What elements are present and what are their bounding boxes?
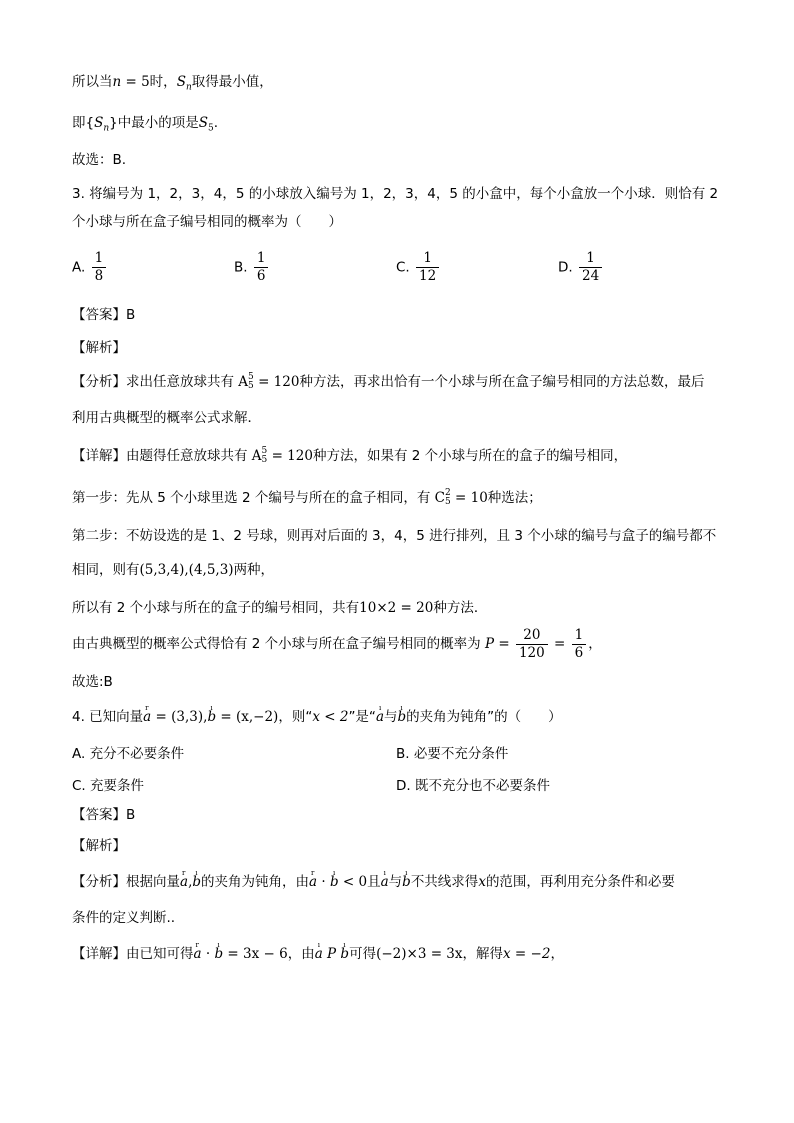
text: 第一步：先从 5 个小球里选 2 个编号与所在的盒子相同，有 — [72, 490, 435, 506]
sub: 5 — [248, 381, 254, 391]
vector-a: ı a — [315, 944, 323, 964]
sup: 2 — [444, 488, 451, 498]
math: , — [188, 874, 193, 890]
numerator: 20 — [523, 626, 541, 643]
fraction — [516, 627, 548, 662]
fraction — [572, 627, 587, 662]
option-label: B. — [396, 746, 410, 762]
analysis-heading: 【解析】 — [72, 838, 126, 854]
math: 10×2 = 20 — [359, 600, 434, 616]
text: 4. 已知向量 — [72, 709, 144, 725]
text: ， — [550, 946, 564, 962]
choose-text: 故选:B — [72, 674, 113, 690]
analysis-heading: 【解析】 — [72, 340, 126, 356]
text: 的夹角为钝角”的（ ） — [406, 709, 562, 725]
vector-b: ı b — [214, 944, 223, 964]
option-d — [396, 774, 550, 794]
denominator: 24 — [579, 267, 602, 285]
option-a — [72, 250, 108, 285]
text: 可得 — [349, 946, 377, 962]
text: 相同，则有 — [72, 562, 140, 578]
numerator: 1 — [423, 250, 432, 266]
numerator: 1 — [256, 250, 266, 266]
answer: 【答案】B — [72, 807, 136, 823]
text: 由古典概型的概率公式得恰有 2 个小球与所在盒子编号相同的概率为 — [72, 636, 485, 652]
text: 【分析】求出任意放球共有 — [72, 374, 239, 390]
option-text: 充分不必要条件 — [89, 746, 185, 762]
analysis-text — [72, 372, 704, 392]
numerator: 1 — [586, 250, 595, 266]
step-text — [72, 598, 487, 618]
text: . — [213, 115, 219, 131]
math-var: S — [176, 74, 186, 90]
text: ，则“ — [278, 709, 313, 725]
math: = 3x − 6 — [223, 946, 288, 962]
text: 取得最小值， — [191, 74, 273, 90]
math-sub: 5 — [207, 123, 214, 134]
vector-a: ı a — [376, 707, 384, 727]
text: ， — [588, 636, 602, 652]
option-text: 必要不充分条件 — [413, 746, 509, 762]
text: 所以有 2 个小球与所在的盒子的编号相同，共有 — [72, 600, 360, 616]
numerator: 1 — [94, 250, 104, 266]
option-label: B. — [234, 259, 248, 276]
math: A — [251, 448, 262, 464]
option-label: C. — [396, 259, 410, 276]
option-b — [396, 742, 508, 762]
math: = (3,3), — [151, 709, 208, 725]
math: · — [317, 874, 330, 890]
text: 种方法，再求出恰有一个小球与所在盒子编号相同的方法总数，最后 — [299, 374, 705, 390]
text: 种方法． — [433, 600, 488, 616]
math: = 120 — [267, 448, 313, 464]
math-var: P — [484, 636, 495, 652]
text: 的范围，再利用充分条件和必要 — [485, 874, 675, 890]
math-var: S — [198, 115, 208, 131]
math: = 120 — [253, 374, 300, 390]
text: ，由 — [287, 946, 315, 962]
text: 的夹角为钝角，由 — [201, 874, 310, 890]
text: 【详解】由题得任意放球共有 — [72, 448, 252, 464]
step-text — [72, 488, 542, 508]
text: 【分析】根据向量 — [72, 874, 180, 890]
denominator: 120 — [516, 644, 548, 662]
option-a — [72, 742, 184, 762]
denominator: 8 — [92, 267, 107, 285]
text: 且 — [367, 874, 381, 890]
detail-text — [72, 944, 564, 964]
question-4-stem — [72, 707, 562, 727]
vector-b: ı b — [340, 944, 349, 964]
text: 所以当 — [72, 74, 113, 90]
math: = (x,−2) — [216, 709, 279, 725]
math: (5,3,4),(4,5,3) — [139, 562, 234, 578]
denominator: 6 — [254, 267, 269, 285]
math: = 5时， — [121, 74, 177, 90]
vector-b: ı b — [192, 872, 201, 892]
fraction — [92, 250, 107, 285]
text: 即{ — [72, 115, 95, 131]
text: 与 — [388, 874, 403, 890]
denominator: 6 — [572, 644, 587, 662]
question-3-stem: 3. 将编号为 1，2，3，4，5 的小球放入编号为 1，2，3，4，5 的小盒中，每个小盒放一个小球．则恰有 2 — [72, 186, 719, 202]
question-3-stem-cont: 个小球与所在盒子编号相同的概率为（ ） — [72, 214, 342, 230]
text: 种方法，如果有 2 个小球与所在的盒子的编号相同， — [312, 448, 628, 464]
option-label: D. — [558, 259, 573, 276]
vector-b: ı b — [207, 707, 216, 727]
numerator: 1 — [574, 626, 584, 643]
option-b — [234, 250, 270, 285]
math-var: S — [94, 115, 104, 131]
detail-text — [72, 446, 627, 466]
text: 【详解】由已知可得 — [72, 946, 194, 962]
text: ，解得 — [462, 946, 504, 962]
option-text: 既不充分也不必要条件 — [414, 778, 550, 794]
math: = — [494, 636, 514, 652]
math-var: x — [478, 874, 486, 890]
math-sub: n — [185, 82, 192, 93]
vector-a: r a — [180, 872, 188, 892]
math: x < 2 — [312, 709, 349, 725]
vector-b: ı b — [330, 872, 339, 892]
sup: 5 — [261, 446, 268, 456]
math: (−2)×3 = 3x — [376, 946, 463, 962]
option-label: C. — [72, 778, 86, 794]
fraction — [254, 250, 269, 285]
text: 与 — [384, 709, 398, 725]
math-sub: n — [103, 123, 110, 134]
fraction — [579, 250, 602, 285]
analysis-text: 利用古典概型的概率公式求解． — [72, 410, 261, 426]
vector-b: ı b — [402, 872, 411, 892]
math-var: n — [112, 74, 122, 90]
text: }中最小的项是 — [109, 115, 199, 131]
text: 种选法； — [487, 490, 542, 506]
text: 两种， — [233, 562, 275, 578]
vector-a: r a — [309, 872, 317, 892]
fraction — [416, 250, 439, 285]
option-c — [72, 774, 144, 794]
step-text: 第二步：不妨设选的是 1、2 号球，则再对后面的 3，4，5 进行排列，且 3 个小球的编号与盒子的编号都不 — [72, 528, 717, 544]
text-line: 故选：B. — [72, 152, 127, 168]
sub: 5 — [444, 497, 451, 507]
text: 不共线求得 — [410, 874, 479, 890]
option-label: A. — [72, 259, 86, 276]
text-line — [72, 72, 273, 98]
math: A — [238, 374, 249, 390]
math: x = −2 — [503, 946, 551, 962]
analysis-text — [72, 872, 675, 892]
option-label: D. — [396, 778, 411, 794]
math: = — [549, 636, 570, 652]
math: = 10 — [450, 490, 488, 506]
vector-a: ı a — [381, 872, 389, 892]
math: P — [322, 946, 341, 962]
vector-b: ı b — [398, 707, 407, 727]
text-line — [72, 113, 218, 139]
math: C — [434, 490, 445, 506]
math: < 0 — [338, 874, 368, 890]
prob-text — [72, 624, 602, 664]
vector-a: r a — [143, 707, 151, 727]
text: ”是“ — [348, 709, 376, 725]
sub: 5 — [261, 455, 268, 465]
math: · — [201, 946, 215, 962]
option-d — [558, 250, 604, 285]
sup: 5 — [248, 372, 254, 382]
step-text — [72, 560, 274, 580]
option-text: 充要条件 — [90, 778, 145, 794]
answer: 【答案】B — [72, 307, 136, 323]
option-c — [396, 250, 441, 285]
denominator: 12 — [416, 267, 439, 285]
vector-a: r a — [194, 944, 202, 964]
option-label: A. — [72, 746, 86, 762]
analysis-text: 条件的定义判断.. — [72, 910, 176, 926]
